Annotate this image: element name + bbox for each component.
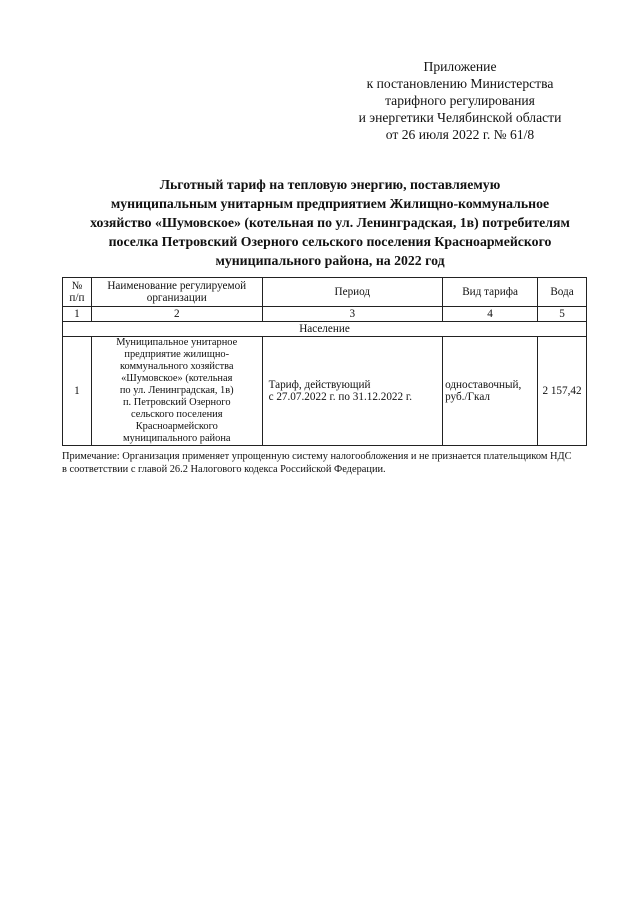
appendix-line: к постановлению Министерства bbox=[366, 76, 554, 91]
table-header-row bbox=[63, 278, 587, 307]
appendix-line: Приложение bbox=[423, 59, 497, 74]
column-number: 1 bbox=[63, 307, 92, 322]
column-number-row bbox=[63, 307, 587, 322]
tariff-table bbox=[62, 277, 587, 446]
column-number: 3 bbox=[262, 307, 443, 322]
appendix-line: и энергетики Челябинской области bbox=[358, 110, 562, 125]
document-title bbox=[55, 175, 605, 270]
header-organization: Наименование регулируемой организации bbox=[91, 278, 262, 307]
row-tariff-type: одноставочный, руб./Гкал bbox=[443, 337, 538, 446]
column-number: 5 bbox=[538, 307, 587, 322]
header-water: Вода bbox=[538, 278, 587, 307]
section-row bbox=[63, 322, 587, 337]
row-num: 1 bbox=[63, 337, 92, 446]
row-period: Тариф, действующий с 27.07.2022 г. по 31.12.2022 г. bbox=[262, 337, 443, 446]
column-number: 4 bbox=[443, 307, 538, 322]
header-tariff-type: Вид тарифа bbox=[443, 278, 538, 307]
note-line: Примечание: Организация применяет упрощенную систему налогообложения и не признается плательщиком НДС bbox=[62, 451, 572, 462]
note bbox=[62, 450, 602, 476]
section-label: Население bbox=[63, 322, 587, 337]
header-num: № п/п bbox=[63, 278, 92, 307]
appendix-line: от 26 июля 2022 г. № 61/8 bbox=[385, 127, 535, 142]
header-period: Период bbox=[262, 278, 443, 307]
title-line: муниципального района, на 2022 год bbox=[215, 253, 445, 268]
table-row bbox=[63, 337, 587, 446]
title-line: муниципальным унитарным предприятием Жилищно-коммунальное bbox=[110, 196, 550, 211]
title-line: поселка Петровский Озерного сельского поселения Красноармейского bbox=[108, 234, 552, 249]
row-water-value: 2 157,42 bbox=[538, 337, 587, 446]
row-organization: Муниципальное унитарное предприятие жилищно- коммунального хозяйства «Шумовское» (котельная по ул. Ленинградская, 1в) п. Петровский Озерного сельского поселения Красноармейского муниципального района bbox=[91, 337, 262, 446]
column-number: 2 bbox=[91, 307, 262, 322]
title-line: хозяйство «Шумовское» (котельная по ул. Ленинградская, 1в) потребителям bbox=[90, 215, 570, 230]
title-line: Льготный тариф на тепловую энергию, поставляемую bbox=[159, 177, 501, 192]
appendix-block bbox=[340, 58, 580, 143]
note-line: в соответствии с главой 26.2 Налогового кодекса Российской Федерации. bbox=[62, 464, 386, 475]
appendix-line: тарифного регулирования bbox=[385, 93, 535, 108]
